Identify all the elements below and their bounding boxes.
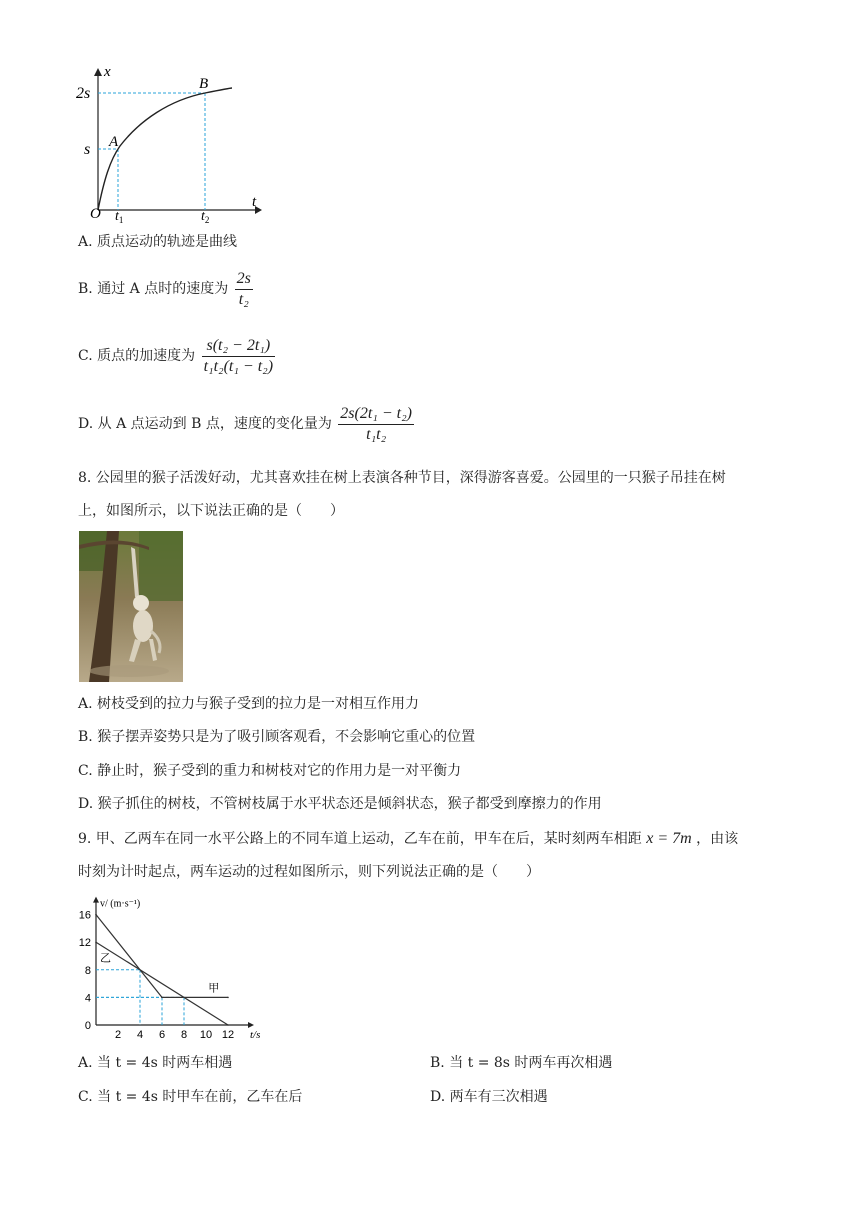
q8-option-b: B. 猴子摆弄姿势只是为了吸引顾客观看，不会影响它重心的位置 [78,729,476,745]
q9-option-b: B. 当 t = 8s 时两车再次相遇 [430,1055,613,1071]
q9-stem-line2: 时刻为计时起点，两车运动的过程如图所示，则下列说法正确的是（ ） [78,864,540,880]
q9-stem-text-a: 9. 甲、乙两车在同一水平公路上的不同车道上运动，乙车在前，甲车在后，某时刻两车相距 [78,831,642,847]
vt-series-point [227,1024,229,1026]
vt-chart [74,892,284,1040]
vt-x-tick-label: 8 [180,1029,188,1040]
q7-option-b-den: t₂ [238,290,249,308]
vt-y-arrow [93,897,99,903]
vt-x-tick-label: 10 [199,1029,213,1040]
vt-y-tick-label: 4 [84,992,91,1005]
q8-option-a: A. 树枝受到的拉力与猴子受到的拉力是一对相互作用力 [78,696,420,712]
vt-x-tick-label: 4 [136,1029,144,1040]
q7-option-b [78,268,253,310]
vt-y-tick-label: 12 [78,937,91,950]
q7-option-d-num: 2s(2t₁ − t₂) [338,404,414,425]
q9-option-d: D. 两车有三次相遇 [430,1089,548,1105]
q7-option-b-num: 2s [235,269,253,290]
q8-option-c: C. 静止时，猴子受到的重力和树枝对它的作用力是一对平衡力 [78,763,462,779]
q9-stem-line1 [78,827,738,851]
vt-series-point [95,941,97,943]
xt-point-b: B [199,76,209,92]
xt-point-a: A [109,134,119,150]
q7-option-c-den: t₁t₂(t₁ − t₂) [203,357,274,375]
monkey-photo [79,531,183,682]
q7-option-b-text: B. 通过 A 点时的速度为 [78,281,229,297]
xt-axis-t-label: t [252,194,257,210]
xt-tick-t1: $t_1$ [115,209,124,225]
xt-graph [70,60,270,225]
q8-stem-line2: 上，如图所示，以下说法正确的是（ ） [78,503,344,519]
q9-stem-text-b: ，由该 [696,831,739,847]
q9-option-a: A. 当 t = 4s 时两车相遇 [78,1055,233,1071]
vt-series-point [161,997,163,999]
q7-option-b-fraction [235,269,253,310]
q7-option-c-num: s(t₂ − 2t₁) [202,336,275,357]
xt-label-2s: 2s [76,85,91,102]
q7-option-d-fraction [338,404,414,445]
q7-option-c-text: C. 质点的加速度为 [78,348,196,364]
q7-option-a: A. 质点运动的轨迹是曲线 [78,234,238,250]
xt-label-s: s [84,141,91,158]
vt-series-point [227,997,229,999]
q7-option-c-fraction [202,336,275,377]
vt-y-tick-label: 0 [84,1020,91,1032]
vt-x-tick-label: 2 [114,1029,122,1040]
q7-option-d-text: D. 从 A 点运动到 B 点，速度的变化量为 [78,416,332,432]
vt-series-point [95,914,97,916]
q9-option-c: C. 当 t = 4s 时甲车在前，乙车在后 [78,1089,303,1105]
vt-y-label: v/ (m·s⁻¹) [100,898,141,910]
xt-tick-t2: $t_2$ [201,209,210,225]
vt-x-tick-label: 6 [158,1029,166,1040]
xt-axis-x-label: x [104,64,111,80]
vt-x-arrow [248,1022,254,1028]
vt-x-label: t/s [250,1029,261,1040]
vt-y-tick-label: 16 [78,909,91,922]
vt-x-tick-label: 12 [221,1029,235,1040]
q7-option-d [78,403,414,445]
q8-option-d: D. 猴子抓住的树枝，不管树枝属于水平状态还是倾斜状态，猴子都受到摩擦力的作用 [78,796,602,812]
q7-option-d-den: t₁t₂ [366,425,387,443]
xt-origin: O [90,206,101,222]
q7-option-c [78,335,275,377]
vt-series-label-jia: 甲 [208,981,220,995]
vt-y-tick-label: 8 [84,964,91,977]
q9-stem-math: x = 7m [646,830,692,847]
vt-series-label-yi: 乙 [100,951,111,965]
q8-stem-line1: 8. 公园里的猴子活泼好动，尤其喜欢挂在树上表演各种节目，深得游客喜爱。公园里的一只猴子吊挂在树 [78,470,726,486]
